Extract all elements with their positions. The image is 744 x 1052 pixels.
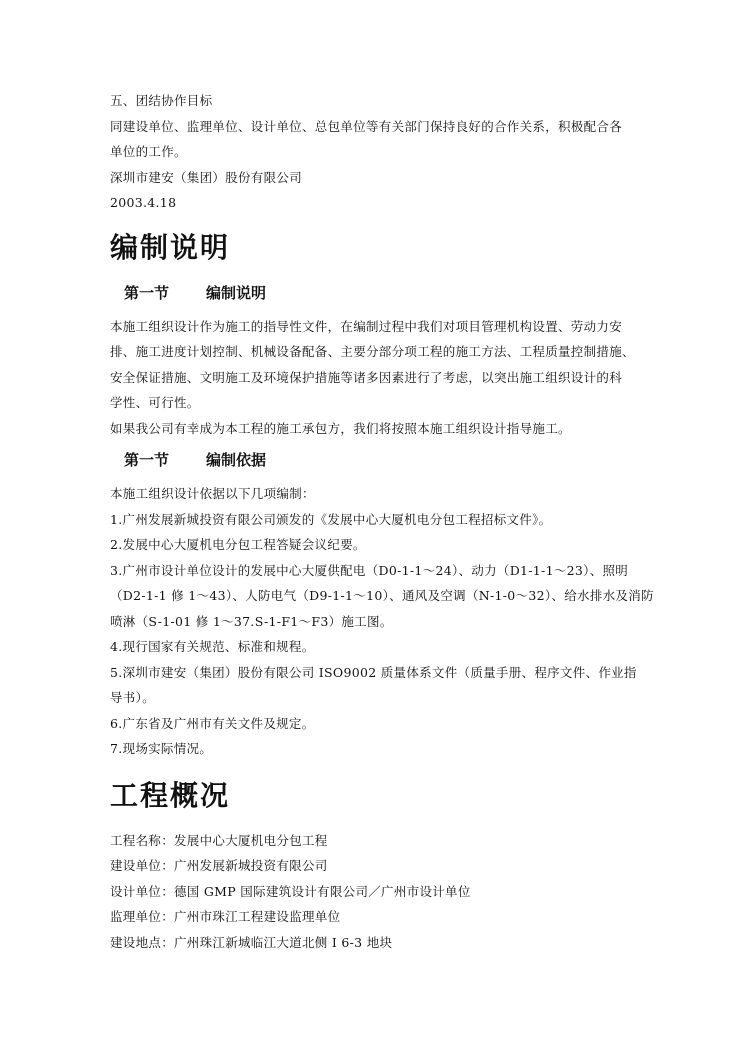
list-item: 6.广东省及广州市有关文件及规定。 — [110, 715, 315, 731]
subsection-heading-notes — [124, 280, 650, 306]
overview-line-designer: 设计单位：德国 GMP 国际建筑设计有限公司／广州市设计单位 — [110, 883, 471, 899]
document-page — [110, 88, 654, 955]
subsection-heading-basis — [124, 447, 650, 473]
subsection-number: 第一节 — [124, 283, 170, 302]
list-item: 5.深圳市建安（集团）股份有限公司 ISO9002 质量体系文件（质量手册、程序文件、作业指 — [110, 664, 637, 680]
company-name: 深圳市建安（集团）股份有限公司 — [110, 169, 303, 185]
section-five-body-line-1: 同建设单位、监理单位、设计单位、总包单位等有关部门保持良好的合作关系，积极配合各 — [110, 118, 623, 134]
list-item: 2.发展中心大厦机电分包工程答疑会议纪要。 — [110, 537, 366, 552]
subsection-title: 编制说明 — [206, 283, 267, 302]
basis-intro: 本施工组织设计依据以下几项编制： — [110, 486, 315, 501]
list-item: 7.现场实际情况。 — [110, 741, 213, 756]
paragraph-line: 排、施工进度计划控制、机械设备配备、主要分部分项工程的施工方法、工程质量控制措施、 — [110, 344, 635, 359]
list-item: 3.广州市设计单位设计的发展中心大厦供配电（D0-1-1～24）、动力（D1-1-1～23）、照明 — [110, 562, 629, 578]
subsection-number: 第一节 — [124, 451, 170, 469]
paragraph-line: 学性、可行性。 — [110, 395, 200, 410]
paragraph-line: 本施工组织设计作为施工的指导性文件，在编制过程中我们对项目管理机构设置、劳动力安 — [110, 318, 623, 334]
contractor-statement: 如果我公司有幸成为本工程的施工承包方，我们将按照本施工组织设计指导施工。 — [110, 420, 571, 436]
section-five-title: 五、团结协作目标 — [110, 93, 213, 108]
document-date: 2003.4.18 — [110, 195, 177, 210]
overview-list — [110, 828, 650, 956]
subsection-title: 编制依据 — [206, 451, 267, 469]
list-item: 4.现行国家有关规范、标准和规程。 — [110, 639, 315, 654]
section-five — [110, 88, 650, 216]
compile-notes-heading: 编制说明 — [110, 230, 231, 264]
overview-line-owner: 建设单位：广州发展新城投资有限公司 — [110, 858, 328, 873]
section-five-body-line-2: 单位的工作。 — [110, 144, 187, 159]
list-item: 喷淋（S-1-01 修 1～37.S-1-F1～F3）施工图。 — [110, 613, 393, 629]
paragraph-line: 安全保证措施、文明施工及环境保护措施等诸多因素进行了考虑，以突出施工组织设计的科 — [110, 369, 623, 385]
overview-line-project-name: 工程名称：发展中心大厦机电分包工程 — [110, 832, 328, 848]
overview-heading: 工程概况 — [110, 778, 231, 812]
list-item: 导书）。 — [110, 690, 155, 705]
overview-line-location: 建设地点：广州珠江新城临江大道北侧 I 6-3 地块 — [110, 934, 393, 950]
overview-line-supervisor: 监理单位：广州市珠江工程建设监理单位 — [110, 909, 341, 924]
basis-list — [110, 507, 654, 762]
list-item: （D2-1-1 修 1～43）、人防电气（D9-1-1～10）、通风及空调（N-1-0～32）、给水排水及消防 — [110, 588, 654, 603]
compile-notes-paragraph — [110, 314, 650, 416]
list-item: 1.广州发展新城投资有限公司颁发的《发展中心大厦机电分包工程招标文件》。 — [110, 511, 552, 527]
